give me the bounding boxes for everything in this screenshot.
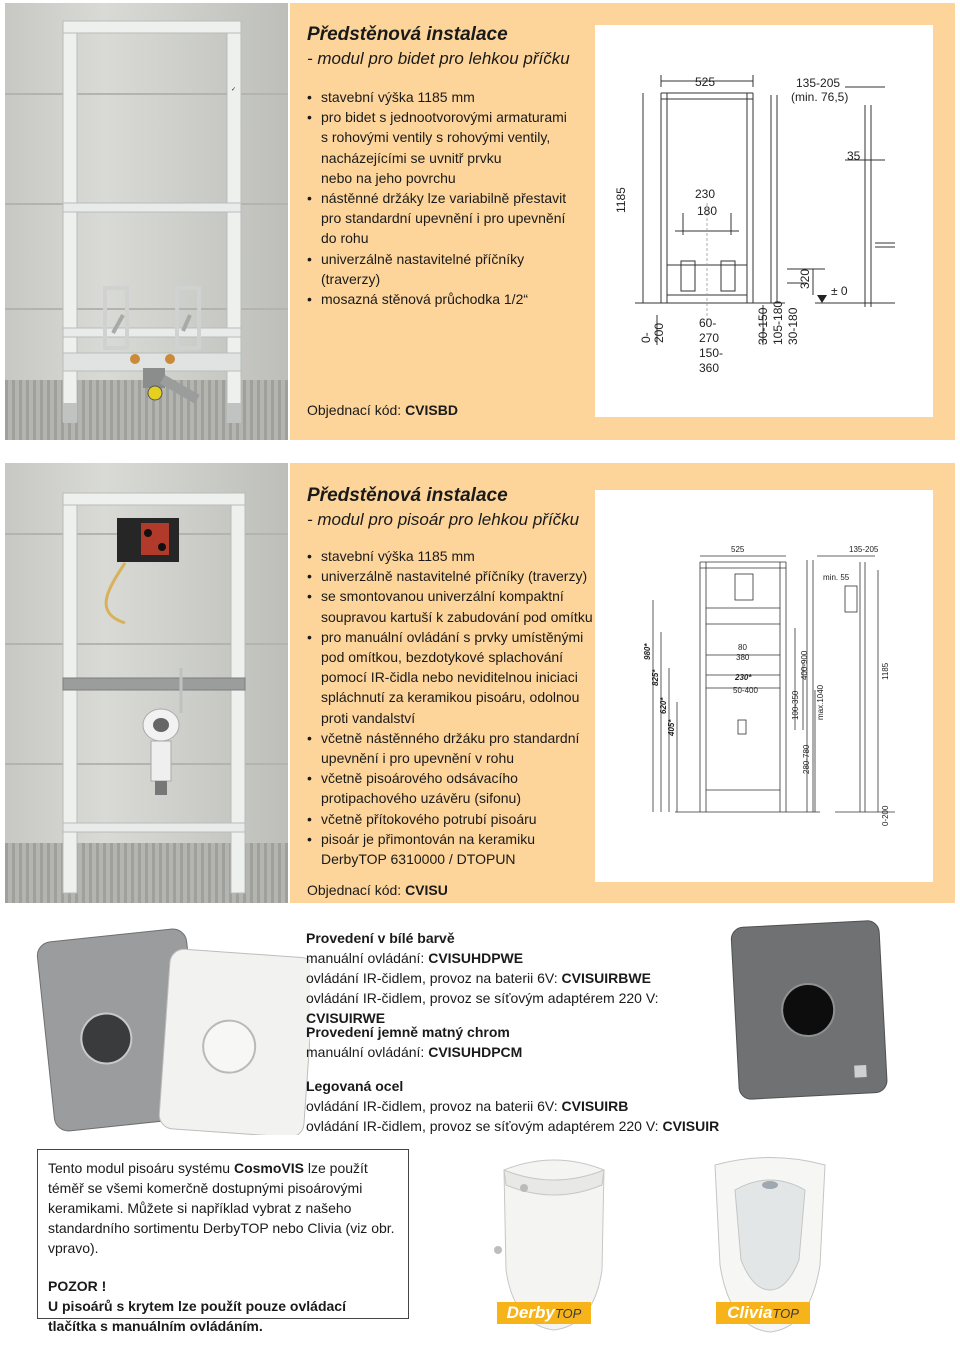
dim-1185: 1185	[881, 662, 890, 680]
feature-list-item: • včetně nástěnného držáku pro standardní	[307, 728, 607, 748]
dim-620: 620*	[659, 697, 668, 714]
urinal-drawing-svg	[595, 490, 933, 882]
feature-list-item: protipachového uzávěru (sifonu)	[321, 790, 522, 807]
urinal-technical-drawing	[595, 490, 933, 882]
clivia-brand-label	[716, 1302, 810, 1324]
warning-text: U pisoárů s krytem lze použít pouze ovládací tlačítka s manuálním ovládáním.	[48, 1298, 346, 1334]
dim-80: 80	[738, 643, 747, 652]
control-option-row	[306, 968, 736, 988]
feature-list-item: nebo na jeho povrchu	[321, 169, 456, 186]
bidet-drawing-svg	[595, 25, 933, 417]
feature-list-item: pro standardní upevnění i pro upevnění	[321, 210, 566, 227]
feature-list-item: nacházejícími se uvnitř prvku	[321, 149, 502, 166]
bidet-frame-illustration	[5, 3, 288, 440]
dim-280-780: 280-780	[802, 744, 811, 774]
dim-100-350: 100-350	[791, 690, 800, 720]
control-option-label: ovládání IR-čidlem, provoz se síťovým adaptérem 220 V:	[306, 990, 659, 1006]
urinal-frame-illustration	[5, 463, 288, 903]
feature-list-item: • nástěnné držáky lze variabilně přestavit	[307, 188, 597, 208]
compatibility-note-text	[48, 1158, 398, 1258]
control-option-code: CVISUIR	[662, 1118, 720, 1134]
derbytop-brand-name: Derby	[506, 1303, 555, 1322]
dim-230: 230	[695, 187, 716, 201]
note-text-b: lze použít téměř se všemi komerčně dostupnými pisoárovými keramikami. Můžete si například vybrat z našeho standardního sortimentu DerbyTOP nebo Clivia (viz obr. vpravo).	[48, 1160, 395, 1256]
dim-50-400: 50-400	[733, 686, 758, 695]
dim-825: 825*	[651, 669, 660, 686]
feature-list-item: (traverzy)	[321, 270, 381, 287]
feature-list-item: • pro manuální ovládání s prvky umístěnými	[307, 627, 607, 647]
dim-105-180: 105-180	[771, 300, 785, 345]
bidet-info-panel	[290, 3, 955, 440]
control-option-row	[306, 1096, 736, 1116]
urinal-order-code	[307, 882, 448, 898]
feature-list-item: • pro bidet s jednootvorovými armaturami	[307, 107, 597, 127]
feature-list-item: • stavební výška 1185 mm	[307, 87, 597, 107]
control-option-label: manuální ovládání:	[306, 1044, 425, 1060]
dim-525: 525	[695, 75, 716, 89]
bidet-feature-list	[307, 87, 597, 309]
control-option-label: ovládání IR-čidlem, provoz na baterii 6V:	[306, 1098, 558, 1114]
feature-list-item: • univerzálně nastavitelné příčníky	[307, 249, 597, 269]
bidet-order-label: Objednací kód:	[307, 402, 402, 418]
chrome-version-heading: Provedení jemně matný chrom	[306, 1024, 510, 1040]
dim-30-150: 30-150	[756, 307, 770, 345]
dim-min-55: min. 55	[823, 573, 850, 582]
dim-405: 405*	[667, 719, 676, 736]
control-option-label: manuální ovládání:	[306, 950, 425, 966]
urinal-title: Předstěnová instalace	[307, 485, 508, 506]
svg-text:✓: ✓	[231, 87, 237, 93]
feature-list-item: • včetně pisoárového odsávacího	[307, 768, 607, 788]
compatibility-note-box	[37, 1149, 409, 1334]
feature-list-item: spláchnutí za keramikou pisoáru, odolnou	[321, 689, 580, 706]
dim-135-205: 135-205	[849, 545, 879, 554]
dim-980: 980*	[643, 643, 652, 660]
steel-version-block	[306, 1076, 736, 1136]
control-option-code: CVISUIRBWE	[561, 970, 651, 986]
urinal-feature-list	[307, 546, 607, 869]
warning-title: POZOR !	[48, 1278, 107, 1294]
urinal-module-photo	[5, 463, 288, 903]
steel-version-heading: Legovaná ocel	[306, 1078, 404, 1094]
urinal-subtitle: - modul pro pisoár pro lehkou příčku	[307, 510, 580, 529]
control-option-label: ovládání IR-čidlem, provoz se síťovým adaptérem 220 V:	[306, 1118, 659, 1134]
dim-0-200: 0-200	[881, 805, 890, 826]
dim-30-180: 30-180	[786, 307, 800, 345]
feature-list-item: DerbyTOP 6310000 / DTOPUN	[321, 851, 516, 868]
dim-400-900: 400-900	[800, 650, 809, 680]
derbytop-brand-label	[497, 1302, 591, 1324]
control-option-row	[306, 948, 736, 968]
bidet-subtitle: - modul pro bidet pro lehkou příčku	[307, 49, 570, 68]
feature-list-item: • se smontovanou univerzální kompaktní	[307, 586, 607, 606]
dim-230: 230*	[735, 673, 752, 682]
dim-525: 525	[731, 545, 745, 554]
bidet-module-photo	[5, 3, 288, 440]
control-option-code: CVISUHDPWE	[428, 950, 524, 966]
control-plates-illustration	[25, 915, 310, 1135]
feature-list-item: pomocí IR-čidla nebo neviditelnou iniciaci	[321, 669, 578, 686]
urinal-order-label: Objednací kód:	[307, 882, 402, 898]
dim-1185: 1185	[614, 187, 628, 213]
feature-list-item: • pisoár je přimontován na keramiku	[307, 829, 607, 849]
control-option-row	[306, 1042, 736, 1062]
feature-list-item: • stavební výška 1185 mm	[307, 546, 607, 566]
dim-0: 0-	[639, 332, 653, 343]
feature-list-item: proti vandalství	[321, 709, 416, 726]
white-version-block	[306, 928, 736, 1028]
control-option-row	[306, 1116, 736, 1136]
note-text-a: Tento modul pisoáru systému	[48, 1160, 234, 1176]
clivia-brand-suffix: TOP	[772, 1306, 799, 1321]
bidet-technical-drawing	[595, 25, 933, 417]
dim-320: 320	[798, 268, 812, 289]
clivia-brand-name: Clivia	[727, 1303, 773, 1322]
control-option-label: ovládání IR-čidlem, provoz na baterii 6V:	[306, 970, 558, 986]
dim-35: 35	[847, 149, 861, 163]
control-option-code: CVISUIRWE	[306, 1010, 386, 1026]
dim-360: 360	[699, 361, 720, 375]
urinal-order-value: CVISU	[405, 882, 448, 898]
bidet-title: Předstěnová instalace	[307, 24, 508, 45]
bidet-order-code	[307, 402, 458, 418]
feature-list-item: • mosazná stěnová průchodka 1/2“	[307, 289, 597, 309]
dim-min-76: (min. 76,5)	[791, 90, 849, 104]
feature-list-item: pod omítkou, bezdotykové splachování	[321, 649, 564, 666]
dim-180: 180	[697, 204, 718, 218]
note-brand: CosmoVIS	[233, 1160, 304, 1176]
control-option-code: CVISUHDPCM	[428, 1044, 523, 1060]
dim-150: 150-	[699, 346, 724, 360]
feature-list-item: upevnění i pro upevnění v rohu	[321, 750, 515, 767]
derbytop-brand-suffix: TOP	[554, 1306, 582, 1321]
urinal-info-panel	[290, 463, 955, 903]
feature-list-item: s rohovými ventily s rohovými ventily,	[321, 129, 551, 146]
dim-270: 270	[699, 331, 720, 345]
dim-plus-minus-0: ± 0	[831, 284, 848, 298]
dim-135-205: 135-205	[796, 76, 841, 90]
dim-60: 60-	[699, 316, 717, 330]
steel-control-plate-illustration	[723, 912, 893, 1102]
feature-list-item: do rohu	[321, 230, 369, 247]
feature-list-item: • univerzálně nastavitelné příčníky (traverzy)	[307, 566, 607, 586]
dim-max-1040: max.1040	[816, 684, 825, 720]
dim-200: 200	[652, 322, 666, 343]
bidet-order-value: CVISBD	[405, 402, 458, 418]
dim-380: 380	[736, 653, 750, 662]
feature-list-item: • včetně přítokového potrubí pisoáru	[307, 809, 607, 829]
control-option-code: CVISUIRB	[561, 1098, 629, 1114]
chrome-version-block	[306, 1022, 736, 1062]
feature-list-item: soupravou kartuší k zabudování pod omítku	[321, 608, 593, 625]
white-version-heading: Provedení v bílé barvě	[306, 930, 455, 946]
